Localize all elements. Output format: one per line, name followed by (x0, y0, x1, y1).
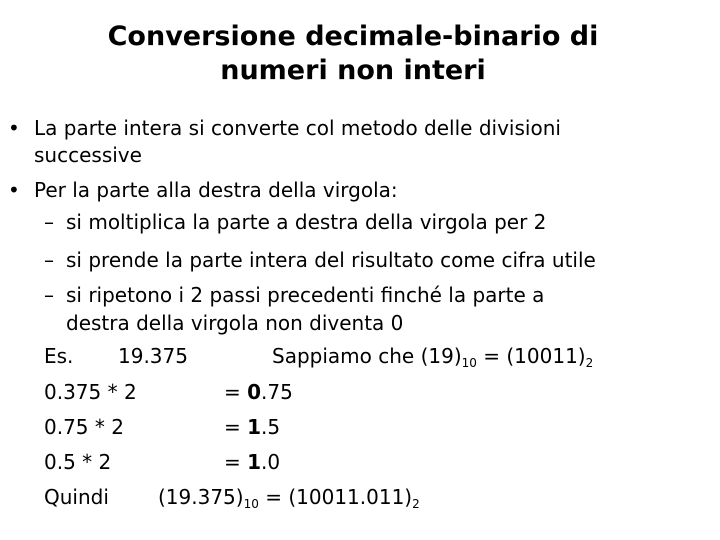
subitem-dash: – (44, 210, 54, 234)
step-3-result: = 1.0 (224, 450, 281, 474)
title-line-2: numeri non interi (220, 55, 486, 86)
step-1-result: = 0.75 (224, 380, 293, 404)
example-label: Es. (44, 344, 74, 368)
step-2-result: = 1.5 (224, 415, 281, 439)
result-conversion: $(19.375)_{10} = (10011.011)_2$ (158, 485, 420, 511)
subitem-dash: – (44, 283, 54, 307)
step-2-expression: 0.75 * 2 (44, 415, 124, 439)
bullet-1-line-1: La parte intera si converte col metodo delle divisioni (34, 116, 561, 140)
step-3-expression: 0.5 * 2 (44, 450, 112, 474)
bullet-2-line-1: Per la parte alla destra della virgola: (34, 178, 398, 202)
example-known-conversion: Sappiamo che $(19)_{10} = (10011)_2$ (272, 344, 594, 370)
subitem-2-text: si prende la parte intera del risultato come cifra utile (66, 248, 596, 272)
subitem-3-line-1: si ripetono i 2 passi precedenti finché la parte a (66, 283, 545, 307)
title-line-1: Conversione decimale-binario di (107, 21, 599, 52)
example-number: 19.375 (118, 344, 188, 368)
step-1-expression: 0.375 * 2 (44, 380, 137, 404)
subitem-3-line-2: destra della virgola non diventa 0 (66, 311, 404, 335)
subitem-1-text: si moltiplica la parte a destra della virgola per 2 (66, 210, 547, 234)
bullet-marker: • (8, 116, 20, 140)
bullet-1-line-2: successive (34, 143, 142, 167)
bullet-marker: • (8, 178, 20, 202)
result-label: Quindi (44, 485, 109, 509)
subitem-dash: – (44, 248, 54, 272)
slide-title (0, 20, 706, 88)
